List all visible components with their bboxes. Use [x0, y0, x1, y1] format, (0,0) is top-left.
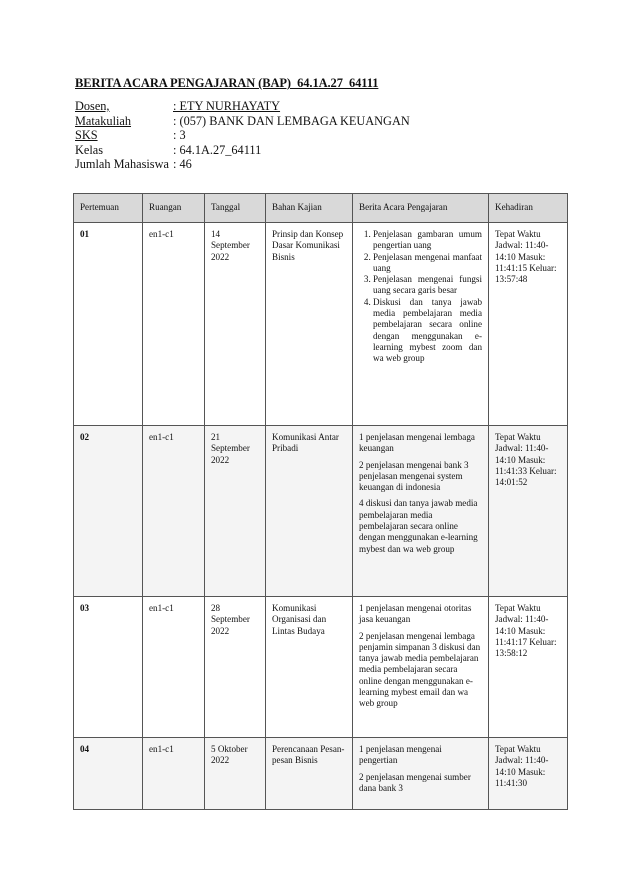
meta-value: : 46	[173, 157, 192, 172]
header-bahan-kajian: Bahan Kajian	[266, 194, 353, 223]
meta-key: Jumlah Mahasiswa	[75, 157, 169, 172]
cell-pertemuan: 01	[74, 223, 143, 426]
cell-berita-acara	[353, 738, 489, 810]
meta-row-jumlah-mahasiswa	[75, 157, 410, 172]
cell-tanggal: 28 September 2022	[205, 597, 266, 738]
meta-row-matakuliah	[75, 114, 410, 129]
cell-kehadiran: Tepat Waktu Jadwal: 11:40-14:10 Masuk: 11:41:15 Keluar: 13:57:48	[489, 223, 568, 426]
cell-pertemuan: 02	[74, 426, 143, 597]
table-row	[74, 597, 568, 738]
header-pertemuan: Pertemuan	[74, 194, 143, 223]
meta-row-kelas	[75, 143, 410, 158]
document-meta	[75, 99, 410, 172]
cell-ruangan: en1-c1	[143, 738, 205, 810]
table-row	[74, 738, 568, 810]
berita-list	[359, 229, 482, 365]
list-item: 2. Penjelasan mengenai manfaat uang	[373, 252, 482, 275]
meta-key: SKS	[75, 128, 98, 143]
cell-tanggal: 21 September 2022	[205, 426, 266, 597]
table-header-row	[74, 194, 568, 223]
cell-bahan-kajian: Perencanaan Pesan-pesan Bisnis	[266, 738, 353, 810]
document-title: BERITA ACARA PENGAJARAN (BAP)_64.1A.27_64111	[75, 76, 379, 90]
berita-paragraph: 2 penjelasan mengenai bank 3 penjelasan mengenai system keuangan di indonesia	[359, 459, 469, 493]
header-berita-acara: Berita Acara Pengajaran	[353, 194, 489, 223]
meta-key: Dosen,	[75, 99, 110, 113]
meta-row-dosen	[75, 99, 410, 114]
cell-ruangan: en1-c1	[143, 223, 205, 426]
berita-paragraph: 1 penjelasan mengenai lembaga keuangan	[359, 432, 475, 454]
list-item: 1. Penjelasan gambaran umum pengertian uang	[373, 229, 482, 252]
meta-value: : 64.1A.27_64111	[173, 142, 262, 157]
meta-value: : ETY NURHAYATY	[173, 99, 281, 113]
cell-pertemuan: 04	[74, 738, 143, 810]
cell-kehadiran: Tepat Waktu Jadwal: 11:40-14:10 Masuk: 11:41:30	[489, 738, 568, 810]
header-tanggal: Tanggal	[205, 194, 266, 223]
meta-value: : (057) BANK DAN LEMBAGA KEUANGAN	[173, 113, 410, 128]
header-ruangan: Ruangan	[143, 194, 205, 223]
list-item: 4. Diskusi dan tanya jawab media pembelajaran media pembelajaran secara online dengan menggunakan e-learning mybest zoom dan wa web group	[373, 297, 482, 365]
cell-ruangan: en1-c1	[143, 597, 205, 738]
table-row	[74, 426, 568, 597]
cell-berita-acara	[353, 223, 489, 426]
bap-table	[73, 193, 568, 810]
list-item: 3. Penjelasan mengenai fungsi uang secara garis besar	[373, 274, 482, 297]
cell-tanggal: 14 September 2022	[205, 223, 266, 426]
meta-value: : 3	[173, 128, 186, 143]
cell-bahan-kajian: Prinsip dan Konsep Dasar Komunikasi Bisnis	[266, 223, 353, 426]
cell-tanggal: 5 Oktober 2022	[205, 738, 266, 810]
cell-ruangan: en1-c1	[143, 426, 205, 597]
cell-bahan-kajian: Komunikasi Organisasi dan Lintas Budaya	[266, 597, 353, 738]
header-kehadiran: Kehadiran	[489, 194, 568, 223]
berita-paragraph: 2 penjelasan mengenai lembaga penjamin simpanan 3 diskusi dan tanya jawab media pembelajaran media pembelajaran secara online dengan menggunakan e-learning mybest email dan wa web group	[359, 630, 481, 709]
meta-row-sks	[75, 128, 410, 143]
meta-key: Matakuliah	[75, 113, 132, 128]
cell-bahan-kajian: Komunikasi Antar Pribadi	[266, 426, 353, 597]
berita-paragraph: 1 penjelasan mengenai otoritas jasa keuangan	[359, 603, 472, 625]
berita-paragraph: 2 penjelasan mengenai sumber dana bank 3	[359, 771, 471, 793]
berita-paragraph: 1 penjelasan mengenai pengertian	[359, 744, 442, 766]
meta-key: Kelas	[75, 142, 103, 157]
cell-kehadiran: Tepat Waktu Jadwal: 11:40-14:10 Masuk: 11:41:33 Keluar: 14:01:52	[489, 426, 568, 597]
cell-berita-acara	[353, 426, 489, 597]
berita-paragraph: 4 diskusi dan tanya jawab media pembelajaran media pembelajaran secara online dengan menggunakan e-learning mybest dan wa web group	[359, 498, 478, 554]
cell-pertemuan: 03	[74, 597, 143, 738]
cell-berita-acara	[353, 597, 489, 738]
table-row	[74, 223, 568, 426]
cell-kehadiran: Tepat Waktu Jadwal: 11:40-14:10 Masuk: 11:41:17 Keluar: 13:58:12	[489, 597, 568, 738]
